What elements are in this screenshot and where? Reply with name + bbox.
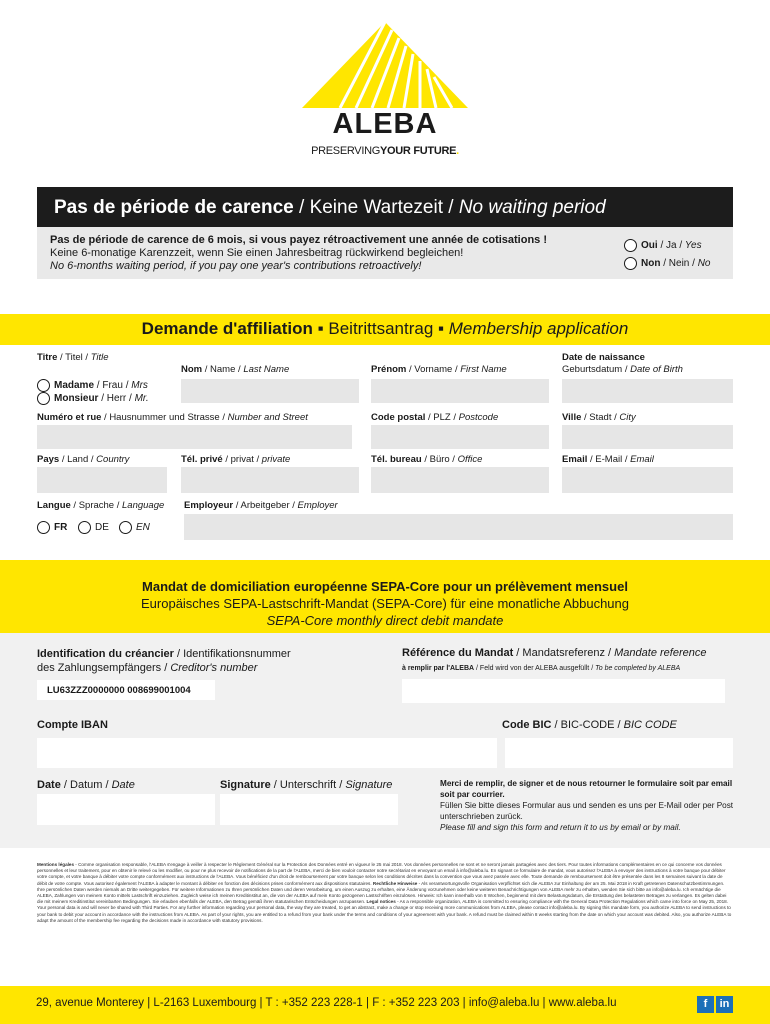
office-phone-field[interactable] (371, 467, 549, 493)
footer (0, 986, 770, 1024)
signature-label: Signature / Unterschrift / Signature (220, 779, 393, 791)
waiting-period-fr: Pas de période de carence de 6 mois, si vous payez rétroactivement une année de cotisations ! (50, 234, 548, 246)
mandate-ref-note: à remplir par l'ALEBA / Feld wird von der ALEBA ausgefüllt / To be completed by ALEBA (402, 665, 681, 672)
waiting-period-header: Pas de période de carence / Keine Wartezeit / No waiting period (37, 187, 733, 227)
last-name-field[interactable] (181, 379, 359, 403)
facebook-icon[interactable]: f (697, 996, 714, 1013)
sepa-title-fr: Mandat de domiciliation européenne SEPA-Core pour un prélèvement mensuel (142, 579, 628, 594)
radio-oui[interactable] (624, 239, 637, 252)
iban-label: Compte IBAN (37, 719, 108, 731)
option-monsieur[interactable]: Monsieur / Herr / Mr. (37, 392, 149, 405)
waiting-period-en: No 6-months waiting period, if you pay one year's contributions retroactively! (50, 260, 422, 272)
postcode-label: Code postal / PLZ / Postcode (371, 412, 499, 423)
city-field[interactable] (562, 425, 733, 449)
private-phone-field[interactable] (181, 467, 359, 493)
footer-contact: 29, avenue Monterey | L-2163 Luxembourg | T : +352 223 228-1 | F : +352 223 203 | info@aleba.lu | www.aleba.lu (36, 997, 617, 1009)
email-field[interactable] (562, 467, 733, 493)
street-field[interactable] (37, 425, 352, 449)
option-lang-de[interactable]: DE (78, 521, 109, 534)
return-instructions: Merci de remplir, de signer et de nous retourner le formulaire soit par email soit par courrier. Füllen Sie bitte dieses Formular aus und senden es uns per E-Mail oder per Post unterschrieben zurück. Please fill and sign this form and return it to us by email or by mail. (440, 779, 734, 832)
first-name-field[interactable] (371, 379, 549, 403)
first-name-label: Prénom / Vorname / First Name (371, 364, 507, 375)
employer-field[interactable] (184, 514, 733, 540)
option-oui[interactable]: Oui / Ja / Yes (624, 239, 702, 252)
sepa-panel (0, 633, 770, 848)
radio-en[interactable] (119, 521, 132, 534)
radio-madame[interactable] (37, 379, 50, 392)
radio-monsieur[interactable] (37, 392, 50, 405)
option-non[interactable]: Non / Nein / No (624, 257, 711, 270)
iban-field[interactable] (37, 738, 497, 768)
tagline: PRESERVINGYOUR FUTURE. (311, 145, 459, 157)
aleba-logo (0, 0, 770, 185)
country-label: Pays / Land / Country (37, 454, 130, 465)
option-madame[interactable]: Madame / Frau / Mrs (37, 379, 148, 392)
street-label: Numéro et rue / Hausnummer und Strasse / Number and Street (37, 412, 308, 423)
private-phone-label: Tél. privé / privat / private (181, 454, 291, 465)
date-field[interactable] (37, 794, 215, 825)
membership-header: Demande d'affiliation ▪ Beitrittsantrag ▪ Membership application (0, 314, 770, 345)
legal-notices: Mentions légales - Comme organisation responsable, l'ALEBA s'engage à veiller à respecter le Règlement Général sur la Protection des Données entré en vigueur le 25 mai 2018. Vos données personnelles ne sont et ne seront jamais partagées avec des tiers. Pour toutes informations complémentaires en ce qui concerne vos données personnelles et leur traitement, pour en obtenir le relevé ou les modifier, ou pour ne plus recevoir de notifications de la part de l'ALEBA, merci de bien vouloir contacter notre secrétariat en envoyant un email à info@aleba.lu. En signant ce formulaire de mandat, vous autorisez l'ALEBA à envoyer des instructions à votre banque pour débiter votre compte, et votre banque à débiter votre compte conformément aux instructions de l'ALEBA. Vous bénéficiez d'un droit de remboursement par votre banque selon les conditions décrites dans la convention que vous avez passée avec elle. Toute demande de remboursement doit être présentée dans les 8 semaines suivant la date de débit de votre compte. Vous autorisez également l'ALEBA à adapter le montant à débiter en fonction des décisions prises conformément aux dispositions statutaires. Rechtliche Hinweise - Als verantwortungsvolle Organisation verpflichtet sich die ALEBA zur Einhaltung der am 25. Mai 2018 in Kraft getretenen Datenschutzbestimmungen. Ihre persönlichen Daten werden niemals an Dritte weitergegeben. Für weitere Informationen zu Ihren persönlichen Daten und deren Verarbeitung, um einen Auszug zu erhalten, eine Änderung vorzunehmen oder keine weiteren Benachrichtigungen von ALEBA mehr zu erhalten, wenden Sie sich bitte an info@aleba.lu. Ich ermächtige die ALEBA, Zahlungen von meinem Konto mittels Lastschrift einzuziehen. Zugleich weise ich meinen Kreditinstitut an, die von der ALEBA auf mein Konto gezogenen Lastschriften einzulösen. Hinweis: Ich kann innerhalb von 8 Wochen, beginnend mit dem Belastungsdatum, die Erstattung des belasteten Betrages zu verlangen. Es gelten dabei die mit meinem Kreditinstitut vereinbarten Bedingungen. Sie erlauben ebenfalls der ALEBA, den Betrag gemäß ihren statutarischen Entscheidungen anzupassen. Legal notices - As a responsible organization, ALEBA is committed to ensuring compliance with the General Data Protection Regulations which came into force on May 25, 2018. Your personal data is and will never be shared with Third Parties. For any further information regarding your personal data, the way they are treated, to get an abstract, make a change or stop receiving more communications from ALEBA, please contact info@aleba.lu. By signing this mandate form, you authorize ALEBA to send instructions to your bank to debit your account in accordance with the instructions from ALEBA. As part of your rights, you are entitled to a refund from your bank under the terms and conditions of your agreement with your bank. A refund must be claimed within 8 weeks starting from the date on which your account was debited. Also, you authorize ALEBA to adapt the amount of the membership fee regarding the decisions made in accordance with statutory provisions. (37, 862, 732, 923)
option-lang-fr[interactable]: FR (37, 521, 67, 534)
mandate-ref-label: Référence du Mandat / Mandatsreferenz / Mandate reference (402, 647, 707, 659)
waiting-period-panel (37, 227, 733, 279)
option-lang-en[interactable]: EN (119, 521, 150, 534)
sepa-title-en: SEPA-Core monthly direct debit mandate (266, 613, 504, 628)
brand-name: ALEBA (332, 108, 438, 140)
email-label: Email / E-Mail / Email (562, 454, 654, 465)
sepa-header (0, 560, 770, 633)
employer-label: Employeur / Arbeitgeber / Employer (184, 500, 338, 511)
bic-label: Code BIC / BIC-CODE / BIC CODE (502, 719, 677, 731)
last-name-label: Nom / Name / Last Name (181, 364, 290, 375)
sepa-title-de: Europäisches SEPA-Lastschrift-Mandat (SEPA-Core) für eine monatliche Abbuchung (141, 596, 629, 611)
date-label: Date / Datum / Date (37, 779, 135, 791)
mandate-ref-field (402, 679, 725, 703)
radio-non[interactable] (624, 257, 637, 270)
bic-field[interactable] (505, 738, 733, 768)
city-label: Ville / Stadt / City (562, 412, 636, 423)
title-label: Titre / Titel / Title (37, 352, 109, 363)
radio-de[interactable] (78, 521, 91, 534)
country-field[interactable] (37, 467, 167, 493)
radio-fr[interactable] (37, 521, 50, 534)
waiting-period-de: Keine 6-monatige Karenzzeit, wenn Sie einen Jahresbeitrag rückwirkend begleichen! (50, 247, 464, 259)
dob-field[interactable] (562, 379, 733, 403)
creditor-id-label: Identification du créancier / Identifikationsnummer des Zahlungsempfängers / Creditor's number (37, 648, 291, 674)
dob-label: Date de naissance Geburtsdatum / Date of Birth (562, 352, 683, 375)
postcode-field[interactable] (371, 425, 549, 449)
office-phone-label: Tél. bureau / Büro / Office (371, 454, 483, 465)
creditor-id-value: LU63ZZZ0000000 008699001004 (37, 680, 215, 700)
signature-field[interactable] (220, 794, 398, 825)
linkedin-icon[interactable]: in (716, 996, 733, 1013)
language-label: Langue / Sprache / Language (37, 500, 165, 511)
